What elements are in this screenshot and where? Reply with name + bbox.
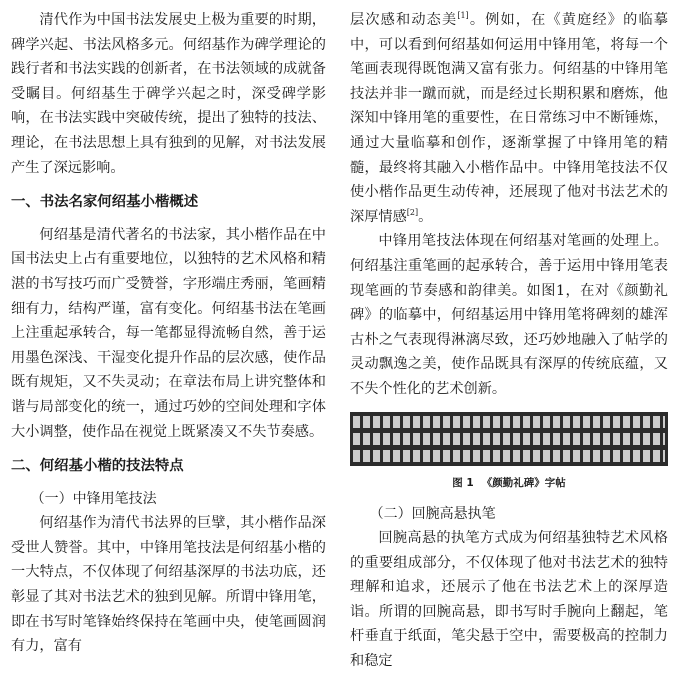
subsection2-heading: （二）回腕高悬执笔 xyxy=(369,505,496,522)
figure-1 xyxy=(350,412,668,492)
figure-title: 《颜勤礼碑》字帖 xyxy=(481,476,566,489)
reference-1: [1] xyxy=(457,11,469,20)
continued-paragraph-end: 。 xyxy=(418,208,433,225)
continued-paragraph xyxy=(350,8,668,229)
calligraphy-rubbing-image xyxy=(350,412,668,466)
continued-paragraph-body: 。例如，在《黄庭经》的临摹中，可以看到何绍基如何运用中锋用笔，将每一个笔画表现得既饱满又富有张力。何绍基的中锋用笔技法并非一蹴而就，而是经过长期积累和磨炼，他深知中锋用笔的重要性，在日常练习中不断锤炼，通过大量临摹和创作，逐渐掌握了中锋用笔的精髓，最终将其融入小楷作品中。中锋用笔技法不仅使小楷作品更生动传神，还展现了他对书法艺术的深厚情感 xyxy=(350,12,668,225)
continued-paragraph-start: 层次感和动态美 xyxy=(350,12,458,28)
left-column xyxy=(11,8,326,659)
figure-label: 图 1 xyxy=(452,476,474,489)
section1-heading: 一、书法名家何绍基小楷概述 xyxy=(11,194,199,211)
section2-heading: 二、何绍基小楷的技法特点 xyxy=(11,458,184,475)
right-column xyxy=(350,8,668,674)
section1-paragraph: 何绍基是清代著名的书法家，其小楷作品在中国书法史上占有重要地位，以独特的艺术风格和精湛的书写技巧而广受赞誉，字形端庄秀丽，笔画精细有力，结构严谨，富有变化。何绍基书法在笔画上注重起承转合，每一笔都显得流畅自然，善于运用墨色深浅、干湿变化提升作品的层次感，使作品既有规矩，又不失灵动；在章法布局上讲究整体和谐与局部变化的统一，通过巧妙的空间处理和字体大小调整，使作品在视觉上既紧凑又不失节奏感。 xyxy=(11,226,326,440)
brushwork-paragraph: 中锋用笔技法体现在何绍基对笔画的处理上。何绍基注重笔画的起承转合，善于运用中锋用笔表现笔画的节奏感和韵律美。如图1，在对《颜勤礼碑》的临摹中，何绍基运用中锋用笔将碑刻的雄浑古朴之气表现得淋漓尽致，还巧妙地融入了帖学的灵动飘逸之美，使作品既具有深厚的传统底蕴，又不失个性化的艺术创新。 xyxy=(350,233,668,397)
subsection1-paragraph: 何绍基作为清代书法界的巨擘，其小楷作品深受世人赞誉。其中，中锋用笔技法是何绍基小楷的一大特点，不仅体现了何绍基深厚的书法功底，还彰显了其对书法艺术的独到见解。所谓中锋用笔，即在书写时笔锋始终保持在笔画中央，使笔画圆润有力，富有 xyxy=(11,515,326,655)
figure-caption xyxy=(350,474,668,492)
subsection2-paragraph: 回腕高悬的执笔方式成为何绍基独特艺术风格的重要组成部分，不仅体现了他对书法艺术的独特理解和追求，还展示了他在书法艺术上的深厚造诣。所谓的回腕高悬，即书写时手腕向上翻起，笔杆垂直于纸面，笔尖悬于空中，需要极高的控制力和稳定 xyxy=(350,530,668,670)
reference-2: [2] xyxy=(406,207,419,217)
intro-paragraph: 清代作为中国书法发展史上极为重要的时期，碑学兴起、书法风格多元。何绍基作为碑学理论的践行者和书法实践的创新者，在书法领域的成就备受瞩目。何绍基生于碑学兴起之时，深受碑学影响，在书法实践中突破传统，提出了独特的技法、理论，在书法思想上具有独到的见解，对书法发展产生了深远影响。 xyxy=(11,12,326,176)
subsection1-heading: （一）中锋用笔技法 xyxy=(30,490,157,507)
